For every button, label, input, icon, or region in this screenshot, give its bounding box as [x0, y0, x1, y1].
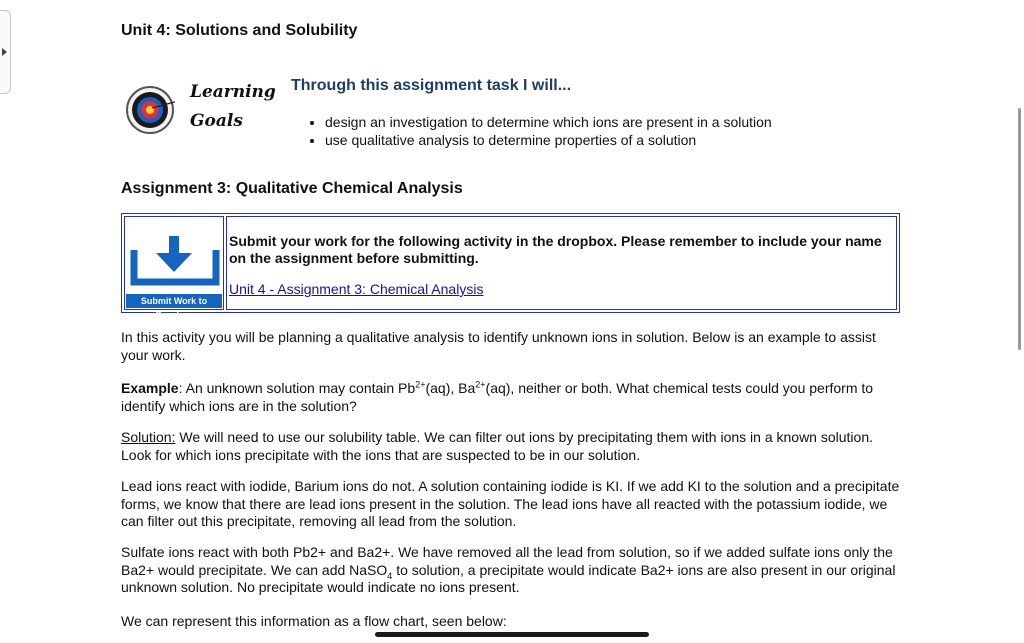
- learning-goals: [121, 75, 903, 155]
- example-label: Example: [121, 380, 179, 396]
- solution-paragraph: Solution: We will need to use our solubility table. We can filter out ions by precipitating them with ions in a known solution. Look for which ions precipitate with the ions that are suspected to be in our solution.: [121, 429, 873, 463]
- lead-paragraph: Lead ions react with iodide, Barium ions do not. A solution containing iodide is KI. If we add KI to the solution and a precipitate forms, we know that there are lead ions present in the solution. The lead ions have all reacted with the potassium iodide, we can filter out this precipitate, removing all lead from the solution.: [121, 478, 900, 529]
- sulfate-paragraph: Sulfate ions react with both Pb2+ and Ba2+. We have removed all the lead from solution, so if we added sulfate ions only the Ba2+ would precipitate. We can add NaSO$_4$ to solution, a precipitate would indicate Ba2+ ions are also present in our original unknown solution. No precipitate would indicate no ions present.: [121, 544, 896, 595]
- home-indicator[interactable]: [375, 632, 649, 637]
- dropbox-text-cell: [226, 216, 897, 310]
- download-tray-icon: [128, 220, 222, 296]
- goals-heading: Through this assignment task I will...: [291, 77, 572, 94]
- target-icon: [125, 85, 175, 135]
- goals-list: [291, 113, 772, 149]
- goal-item: • design an investigation to determine which ions are present in a solution: [325, 113, 772, 131]
- expand-arrow-icon: [2, 48, 7, 56]
- intro-paragraph: In this activity you will be planning a qualitative analysis to identify unknown ions in solution. Below is an example to assist your work.: [121, 329, 876, 363]
- dropbox-instruction: Submit your work for the following activity in the dropbox. Please remember to include your name on the assignment before submitting.: [229, 233, 882, 266]
- learning-goals-text: Goals: [190, 111, 243, 131]
- assignment-dropbox-link[interactable]: Unit 4 - Assignment 3: Chemical Analysis: [229, 281, 484, 297]
- goal-item: • use qualitative analysis to determine properties of a solution: [325, 131, 772, 149]
- scrollbar[interactable]: [1018, 108, 1021, 350]
- dropbox-icon-label: Submit Work to Dropbox: [126, 294, 222, 308]
- dropbox-panel: [121, 213, 900, 320]
- solution-label: Solution:: [121, 429, 176, 445]
- dropbox-icon-cell[interactable]: [124, 216, 224, 320]
- assignment-title: Assignment 3: Qualitative Chemical Analysis: [121, 180, 463, 197]
- unit-title: Unit 4: Solutions and Solubility: [121, 22, 358, 39]
- side-panel-toggle[interactable]: [0, 10, 11, 94]
- example-paragraph: Example: An unknown solution may contain $Pb^{2+}(aq)$, $Ba^{2+}(aq)$, neither or both. What chemical tests could you perform to identify which ions are in the solution?: [121, 379, 874, 414]
- flowchart-intro: We can represent this information as a flow chart, seen below:: [121, 613, 507, 629]
- learning-goals-text: Learning: [190, 82, 276, 102]
